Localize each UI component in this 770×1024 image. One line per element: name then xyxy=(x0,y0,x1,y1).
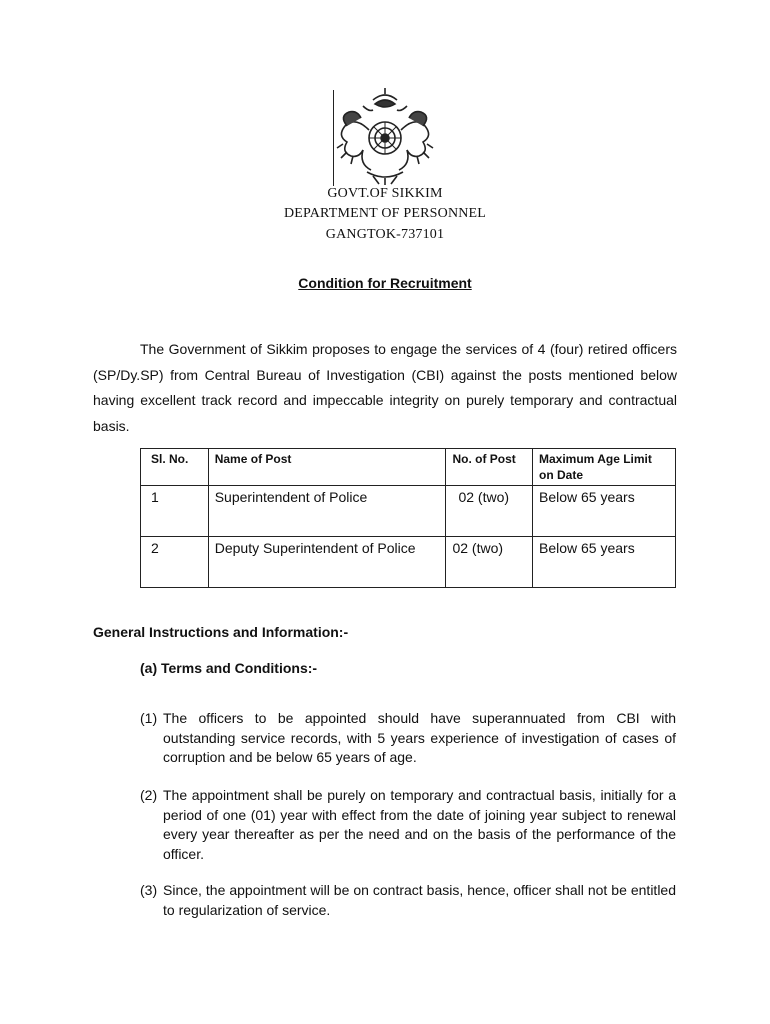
cell-count: 02 (two) xyxy=(446,537,533,588)
header-department: DEPARTMENT OF PERSONNEL xyxy=(283,206,487,221)
cell-age: Below 65 years xyxy=(532,486,675,537)
clause-text: The officers to be appointed should have superannuated from CBI with outstanding service records, with 5 years experience of investigation of cases of corruption and be below 65 years of age. xyxy=(163,710,676,765)
col-header-count: No. of Post xyxy=(446,449,533,486)
col-header-post: Name of Post xyxy=(208,449,446,486)
posts-table xyxy=(140,448,676,588)
col-header-age: Maximum Age Limit on Date xyxy=(532,449,675,486)
clause-text: The appointment shall be purely on temporary and contractual basis, initially for a period of one (01) year with effect from the date of joining year subject to renewal every year thereafter as per the need and on the basis of the performance of the officer. xyxy=(163,787,676,862)
cell-sl: 1 xyxy=(141,486,209,537)
clause-number: (2) xyxy=(140,787,158,803)
header-govt: GOVT.OF SIKKIM xyxy=(327,186,443,201)
table-header-row xyxy=(141,449,676,486)
intro-paragraph: The Government of Sikkim proposes to engage the services of 4 (four) retired officers (SP/Dy.SP) from Central Bureau of Investigation (CBI) against the posts mentioned below having excellent track record and impeccable integrity on purely temporary and contractual basis. xyxy=(93,341,677,434)
cell-post: Superintendent of Police xyxy=(208,486,446,537)
terms-heading: (a) Terms and Conditions:- xyxy=(140,660,318,676)
header-address: GANGTOK-737101 xyxy=(325,227,445,242)
clause-item xyxy=(140,881,676,920)
table-row xyxy=(141,486,676,537)
cell-age: Below 65 years xyxy=(532,537,675,588)
clause-text: Since, the appointment will be on contract basis, hence, officer shall not be entitled to regularization of service. xyxy=(163,882,676,918)
clause-item xyxy=(140,786,676,864)
col-header-sl: Sl. No. xyxy=(141,449,209,486)
clause-number: (3) xyxy=(140,882,158,898)
sikkim-emblem-icon xyxy=(333,86,438,186)
cell-count: 02 (two) xyxy=(446,486,533,537)
cell-sl: 2 xyxy=(141,537,209,588)
clause-number: (1) xyxy=(140,710,158,726)
cell-post: Deputy Superintendent of Police xyxy=(208,537,446,588)
table-row xyxy=(141,537,676,588)
clause-item xyxy=(140,709,676,768)
general-instructions-heading: General Instructions and Information:- xyxy=(93,624,349,640)
document-title: Condition for Recruitment xyxy=(298,275,472,291)
